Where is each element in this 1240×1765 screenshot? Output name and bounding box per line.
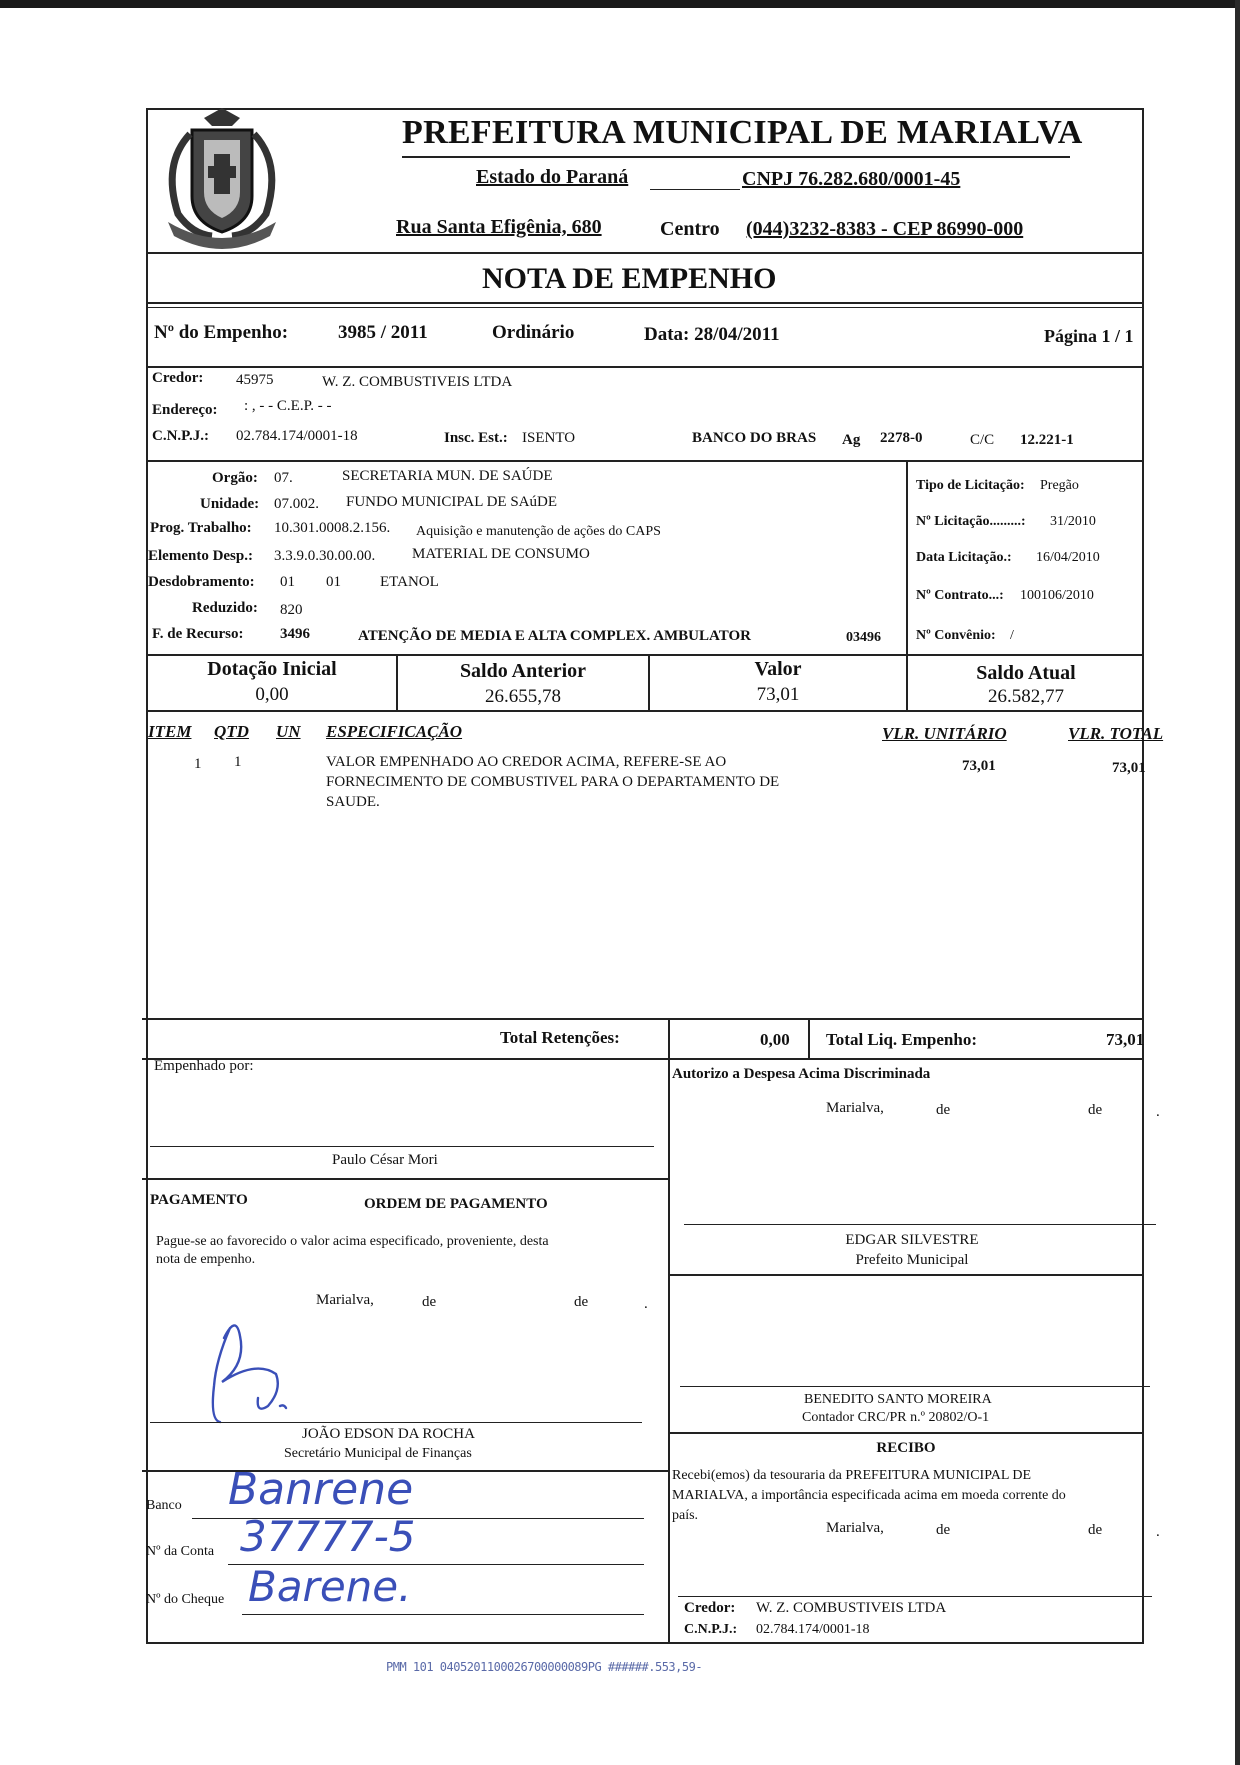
pagamento-text-line2: nota de empenho. <box>156 1252 256 1267</box>
recurso-name: ATENÇÃO DE MEDIA E ALTA COMPLEX. AMBULATOR <box>358 628 751 644</box>
total-liq-value: 73,01 <box>1106 1030 1145 1049</box>
credor-cnpj-label: C.N.P.J.: <box>152 428 209 444</box>
reduzido-value: 820 <box>280 602 303 618</box>
signature-line <box>680 1386 1150 1387</box>
signature-line <box>150 1146 654 1147</box>
recurso-code2: 03496 <box>846 630 881 645</box>
lic-num-label: Nº Licitação.........: <box>916 514 1026 529</box>
credor-insc-label: Insc. Est.: <box>444 430 508 446</box>
cheque-handwriting: Barene. <box>248 1562 412 1611</box>
empenho-num-value: 3985 / 2011 <box>338 322 428 343</box>
autorizo-city: Marialva, <box>826 1100 884 1116</box>
reduzido-label: Reduzido: <box>192 600 258 616</box>
pagamento-label: PAGAMENTO <box>150 1192 248 1208</box>
row-qtd: 1 <box>234 754 242 770</box>
valor-value: 73,01 <box>756 684 800 705</box>
banco-handwriting: Banrene <box>228 1464 414 1515</box>
divider <box>142 1178 668 1180</box>
conta-label: Nº da Conta <box>146 1544 215 1559</box>
atual-value: 26.582,77 <box>988 686 1064 707</box>
total-retencoes-label: Total Retenções: <box>500 1028 620 1047</box>
desd-name: ETANOL <box>380 574 439 590</box>
scan-top-edge <box>0 0 1240 8</box>
header-state: Estado do Paraná <box>476 166 629 188</box>
row-item: 1 <box>194 756 202 772</box>
header-address: Rua Santa Efigênia, 680 <box>396 216 602 238</box>
divider <box>146 307 1144 308</box>
lic-convenio-label: Nº Convênio: <box>916 628 996 643</box>
pagamento-signer: JOÃO EDSON DA ROCHA <box>302 1426 475 1442</box>
credor-ag-label: Ag <box>842 432 861 448</box>
footer-code: PMM 101 0405201100026700000089PG ######.553,59- <box>386 1660 703 1674</box>
recibo-dot: . <box>1156 1524 1160 1540</box>
conta-handwriting: 37777-5 <box>240 1512 416 1561</box>
desd-b: 01 <box>326 574 341 590</box>
autorizo-de2: de <box>1088 1102 1103 1118</box>
divider <box>142 1058 1144 1060</box>
divider-vertical <box>668 1018 670 1058</box>
mayor-role: Prefeito Municipal <box>855 1252 969 1268</box>
lic-data-label: Data Licitação.: <box>916 550 1012 565</box>
divider-vertical <box>906 462 908 654</box>
recibo-credor-value: W. Z. COMBUSTIVEIS LTDA <box>756 1600 947 1616</box>
elem-code: 3.3.9.0.30.00.00. <box>274 548 376 564</box>
header-district: Centro <box>660 218 720 240</box>
recibo-text-line3: país. <box>672 1508 699 1523</box>
recibo-text-line1: Recebi(emos) da tesouraria da PREFEITURA MUNICIPAL DE <box>672 1468 1032 1483</box>
credor-address-value: : , - - C.E.P. - - <box>244 398 332 414</box>
prog-label: Prog. Trabalho: <box>150 520 252 536</box>
signature-line <box>684 1224 1156 1225</box>
recibo-label: RECIBO <box>876 1440 936 1456</box>
lic-num-value: 31/2010 <box>1050 514 1096 529</box>
unidade-name: FUNDO MUNICIPAL DE SAúDE <box>346 494 557 510</box>
coat-of-arms-icon <box>152 104 292 254</box>
autorizo-label: Autorizo a Despesa Acima Discriminada <box>672 1066 931 1082</box>
cheque-line <box>242 1614 644 1615</box>
valor-label: Valor <box>754 658 802 680</box>
total-liq-label: Total Liq. Empenho: <box>826 1030 977 1049</box>
signature-line <box>150 1422 642 1423</box>
contador-name: BENEDITO SANTO MOREIRA <box>804 1392 992 1407</box>
col-item: ITEM <box>148 722 192 741</box>
credor-cnpj-value: 02.784.174/0001-18 <box>236 428 358 444</box>
lic-contrato-label: Nº Contrato...: <box>916 588 1004 603</box>
credor-name: W. Z. COMBUSTIVEIS LTDA <box>322 374 513 390</box>
col-spec: ESPECIFICAÇÃO <box>326 722 463 741</box>
elem-name: MATERIAL DE CONSUMO <box>412 546 590 562</box>
divider <box>146 460 1144 462</box>
divider-vertical <box>808 1018 810 1058</box>
lic-contrato-value: 100106/2010 <box>1020 588 1094 603</box>
total-retencoes-value: 0,00 <box>760 1030 790 1049</box>
credor-insc-value: ISENTO <box>522 430 576 446</box>
lic-tipo-label: Tipo de Licitação: <box>916 478 1025 493</box>
pagamento-text-line1: Pague-se ao favorecido o valor acima especificado, proveniente, desta <box>156 1234 549 1249</box>
prog-code: 10.301.0008.2.156. <box>274 520 391 536</box>
col-qtd: QTD <box>214 722 249 741</box>
desd-label: Desdobramento: <box>148 574 255 590</box>
prog-name: Aquisição e manutenção de ações do CAPS <box>416 524 661 539</box>
orgao-name: SECRETARIA MUN. DE SAÚDE <box>342 468 553 484</box>
contador-role: Contador CRC/PR n.º 20802/O-1 <box>802 1410 990 1425</box>
header-state-line <box>650 189 740 190</box>
scan-right-edge <box>1235 0 1240 1765</box>
empenho-page: Página 1 / 1 <box>1044 326 1134 346</box>
col-un: UN <box>276 722 301 741</box>
pagamento-city: Marialva, <box>316 1292 374 1308</box>
recurso-label: F. de Recurso: <box>152 626 244 642</box>
autorizo-dot: . <box>1156 1104 1160 1120</box>
recibo-de2: de <box>1088 1522 1103 1538</box>
lic-data-value: 16/04/2010 <box>1036 550 1100 565</box>
recibo-cnpj-value: 02.784.174/0001-18 <box>756 1622 870 1637</box>
credor-bank: BANCO DO BRAS <box>692 430 817 446</box>
row-spec-line1: VALOR EMPENHADO AO CREDOR ACIMA, REFERE-SE AO <box>326 754 727 770</box>
pagamento-dot: . <box>644 1296 648 1312</box>
unidade-code: 07.002. <box>274 496 319 512</box>
header-cnpj: CNPJ 76.282.680/0001-45 <box>742 168 961 190</box>
divider <box>668 1274 1144 1276</box>
dotacao-value: 0,00 <box>255 684 289 705</box>
title-underline <box>402 156 1070 158</box>
credor-cc-label: C/C <box>970 432 995 448</box>
empenho-num-label: Nº do Empenho: <box>154 322 289 343</box>
row-total: 73,01 <box>1112 760 1146 776</box>
anterior-label: Saldo Anterior <box>459 660 587 682</box>
credor-cc-value: 12.221-1 <box>1020 432 1074 448</box>
ordem-label: ORDEM DE PAGAMENTO <box>364 1196 548 1212</box>
doc-title: NOTA DE EMPENHO <box>482 262 777 295</box>
header-phone-cep: (044)3232-8383 - CEP 86990-000 <box>746 218 1024 240</box>
elem-label: Elemento Desp.: <box>148 548 253 564</box>
dotacao-label: Dotação Inicial <box>207 658 337 680</box>
divider <box>146 302 1144 304</box>
recibo-text-line2: MARIALVA, a importância especificada acima em moeda corrente do <box>672 1488 1066 1503</box>
pagamento-signer-role: Secretário Municipal de Finanças <box>284 1446 472 1461</box>
empenhado-label: Empenhado por: <box>154 1058 254 1074</box>
header-title: PREFEITURA MUNICIPAL DE MARIALVA <box>402 114 1083 151</box>
divider <box>146 252 1144 254</box>
recibo-de1: de <box>936 1522 951 1538</box>
row-unit: 73,01 <box>962 758 996 774</box>
credor-address-label: Endereço: <box>152 402 218 418</box>
cheque-label: Nº do Cheque <box>146 1592 225 1607</box>
mayor-name: EDGAR SILVESTRE <box>845 1232 979 1248</box>
pagamento-de2: de <box>574 1294 589 1310</box>
orgao-label: Orgão: <box>212 470 258 486</box>
lic-tipo-value: Pregão <box>1040 478 1079 493</box>
empenhado-name: Paulo César Mori <box>332 1152 438 1168</box>
recibo-credor-label: Credor: <box>684 1600 736 1616</box>
col-total: VLR. TOTAL <box>1068 724 1164 743</box>
banco-label: Banco <box>146 1498 182 1513</box>
anterior-value: 26.655,78 <box>485 686 561 707</box>
unidade-label: Unidade: <box>200 496 260 512</box>
orgao-code: 07. <box>274 470 293 486</box>
signature-line <box>678 1596 1152 1597</box>
divider <box>146 366 1144 368</box>
lic-convenio-value: / <box>1010 628 1014 643</box>
desd-a: 01 <box>280 574 295 590</box>
empenho-type: Ordinário <box>492 322 575 343</box>
row-spec-line3: SAUDE. <box>326 794 380 810</box>
credor-code: 45975 <box>236 372 274 388</box>
empenho-date: Data: 28/04/2011 <box>644 324 780 345</box>
handwritten-signature <box>196 1310 306 1430</box>
divider <box>146 654 1144 656</box>
divider <box>668 1432 1144 1434</box>
divider-vertical <box>668 1058 670 1644</box>
atual-label: Saldo Atual <box>976 662 1076 684</box>
col-unit: VLR. UNITÁRIO <box>882 724 1007 743</box>
autorizo-de1: de <box>936 1102 951 1118</box>
row-spec-line2: FORNECIMENTO DE COMBUSTIVEL PARA O DEPARTAMENTO DE <box>326 774 780 790</box>
credor-label: Credor: <box>152 370 204 386</box>
divider <box>142 1018 1144 1020</box>
pagamento-de1: de <box>422 1294 437 1310</box>
recibo-city: Marialva, <box>826 1520 884 1536</box>
divider <box>146 710 1144 712</box>
recibo-cnpj-label: C.N.P.J.: <box>684 1622 738 1637</box>
recurso-code: 3496 <box>280 626 310 642</box>
credor-ag-value: 2278-0 <box>880 430 923 446</box>
